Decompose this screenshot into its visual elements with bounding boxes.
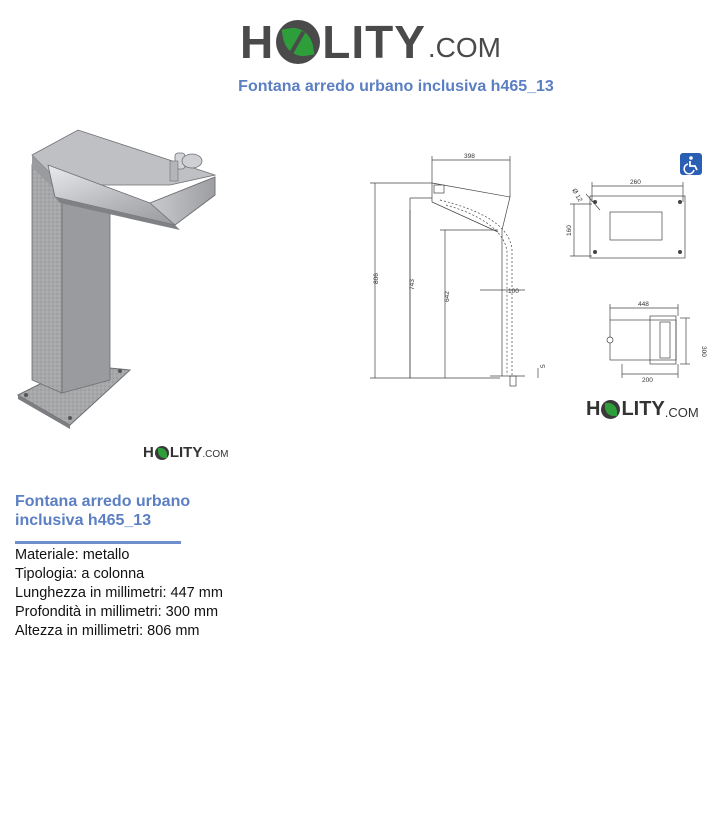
spec-length: Lunghezza in millimetri: 447 mm (15, 585, 223, 601)
spec-depth: Profondità in millimetri: 300 mm (15, 604, 219, 620)
dim-height-mid: 642 (444, 291, 451, 302)
dim-top-width: 448 (638, 301, 649, 308)
dim-plate-width: 260 (630, 179, 641, 186)
page-title: Fontana arredo urbano inclusiva h465_13 (238, 78, 554, 95)
logo-letter-h: H (240, 16, 275, 68)
site-logo[interactable] (240, 16, 501, 68)
dim-top-inner: 200 (642, 377, 653, 384)
wheelchair-icon (680, 153, 702, 175)
dim-base-thickness: 5 (540, 364, 547, 368)
logo-letters-lity: LITY (322, 16, 426, 68)
spec-material: Materiale: metallo (15, 547, 130, 563)
product-heading: Fontana arredo urbano inclusiva h465_13 (15, 493, 191, 529)
heading-divider (15, 541, 181, 544)
dim-post-width: 100 (508, 288, 519, 295)
spec-type: Tipologia: a colonna (15, 566, 145, 582)
photo-logo: H LITY .COM (143, 444, 229, 461)
dim-top-depth: 300 (700, 346, 707, 357)
dim-plate-height: 160 (566, 225, 573, 236)
spec-list (15, 546, 223, 641)
technical-drawing (360, 150, 720, 420)
spec-height: Altezza in millimetri: 806 mm (15, 623, 200, 639)
logo-leaf-icon (601, 400, 620, 419)
logo-leaf-icon (276, 20, 320, 64)
drawing-logo: H LITY .COM (586, 398, 699, 420)
dim-height-total: 806 (373, 273, 380, 284)
product-photo (0, 125, 240, 430)
dim-height-basin: 743 (409, 279, 416, 290)
logo-dotcom: .COM (427, 32, 502, 63)
dim-width-top: 398 (464, 153, 475, 160)
dim-hole: Ø 12 (570, 187, 584, 204)
logo-leaf-icon (155, 446, 169, 460)
